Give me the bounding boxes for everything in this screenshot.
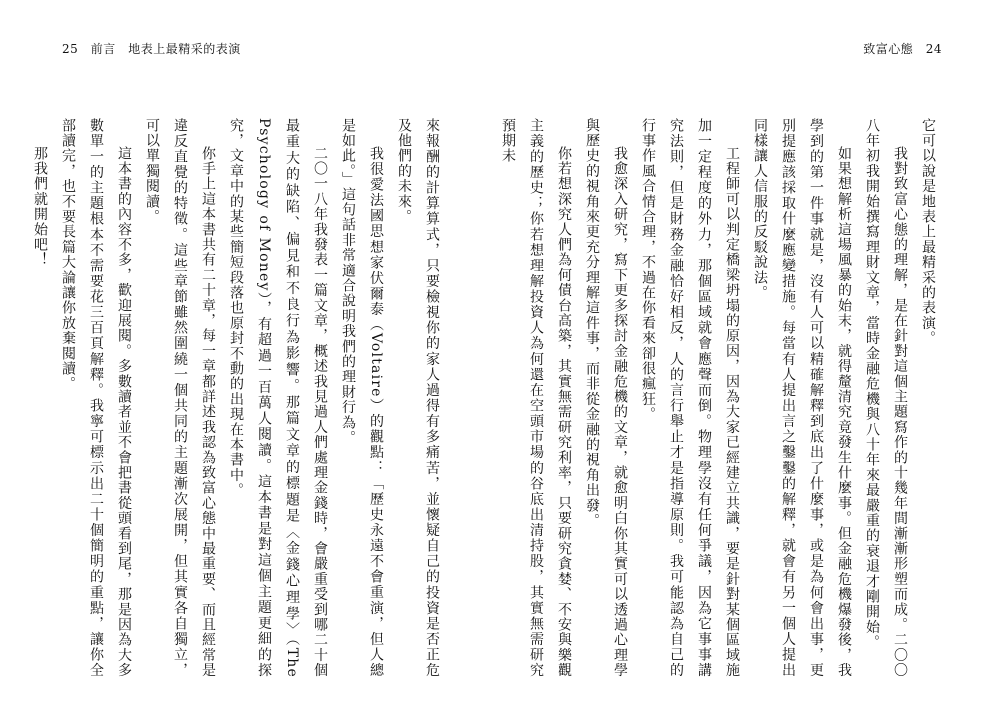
paragraph: 我對致富心態的理解，是在針對這個主題寫作的十幾年間漸漸形塑而成。二〇〇八年初我開始撰寫理財文章，當時金融危機與八十年來最嚴重的衰退才剛開始。: [864, 118, 908, 678]
paragraph: 來報酬的計算算式，只要檢視你的家人過得有多痛苦，並懷疑自己的投資是否正危及他們的未來。: [396, 118, 440, 678]
paragraph: 那我們就開始吧！: [32, 146, 48, 268]
paragraph: 你若想深究人們為何債台高築，其實無需研究利率，只要研究貪婪、不安與樂觀主義的歷史；你若想理解投資人為何還在空頭市場的谷底出清持股，其實無需研究預期未: [500, 118, 572, 678]
running-head-left: 25 前言 地表上最精采的表演: [62, 42, 241, 56]
paragraph: 這本書的內容不多，歡迎展閱。多數讀者並不會把書從頭看到尾，那是因為大多數單一的主題根本不需要花三百頁解釋。我寧可標示出二十個簡明的重點，讓你全部讀完，也不要長篇大論讓你放棄閱讀。: [60, 118, 132, 678]
paragraph: 工程師可以判定橋梁坍塌的原因，因為大家已經建立共識，要是針對某個區域施加一定程度的外力，那個區域就會應聲而倒。物理學沒有任何爭議，因為它事事講究法則，但是財務金融恰好相反，人的言行舉止才是指導原則。我可能認為自己的行事作風合情合理，不過在你看來卻很瘋狂。: [640, 118, 740, 678]
paragraph: 如果想解析這場風暴的始末，就得釐清究竟發生什麼事。但金融危機爆發後，我學到的第一件事就是，沒有人可以精確解釋到底出了什麼事，或是為何會出事，更別提應該採取什麼應變措施。每當有人提出言之鑿鑿的解釋，就會有另一個人提出同樣讓人信服的反駁說法。: [752, 118, 852, 678]
running-head-right: 致富心態 24: [863, 42, 942, 56]
paragraph: 它可以說是地表上最精采的表演。: [920, 118, 936, 346]
left-page-body: [32, 118, 446, 678]
paragraph: 我愈深入研究，寫下更多探討金融危機的文章，就愈明白你其實可以透過心理學與歷史的視角來更充分理解這件事，而非從金融的視角出發。: [584, 118, 628, 678]
right-page-body: [500, 118, 942, 678]
paragraph: 你手上這本書共有二十章，每一章都詳述我認為致富心態中最重要、而且經常是違反直覺的特徵。這些章節雖然圍繞一個共同的主題漸次展開，但其實各自獨立，可以單獨閱讀。: [144, 118, 216, 678]
paragraph: 二〇一八年我發表一篇文章，概述我見過人們處理金錢時，會嚴重受到哪二十個最重大的缺陷、偏見和不良行為影響。那篇文章的標題是〈金錢心理學〉（The Psychology of Money），有超過一百萬人閱讀。這本書是對這個主題更細的探究，文章中的某些簡短段落也原封不動的出現在本書中。: [228, 118, 328, 678]
paragraph: 我很愛法國思想家伏爾泰（Voltaire）的觀點：「歷史永遠不會重演，但人總是如此。」這句話非常適合說明我們的理財行為。: [340, 118, 384, 678]
